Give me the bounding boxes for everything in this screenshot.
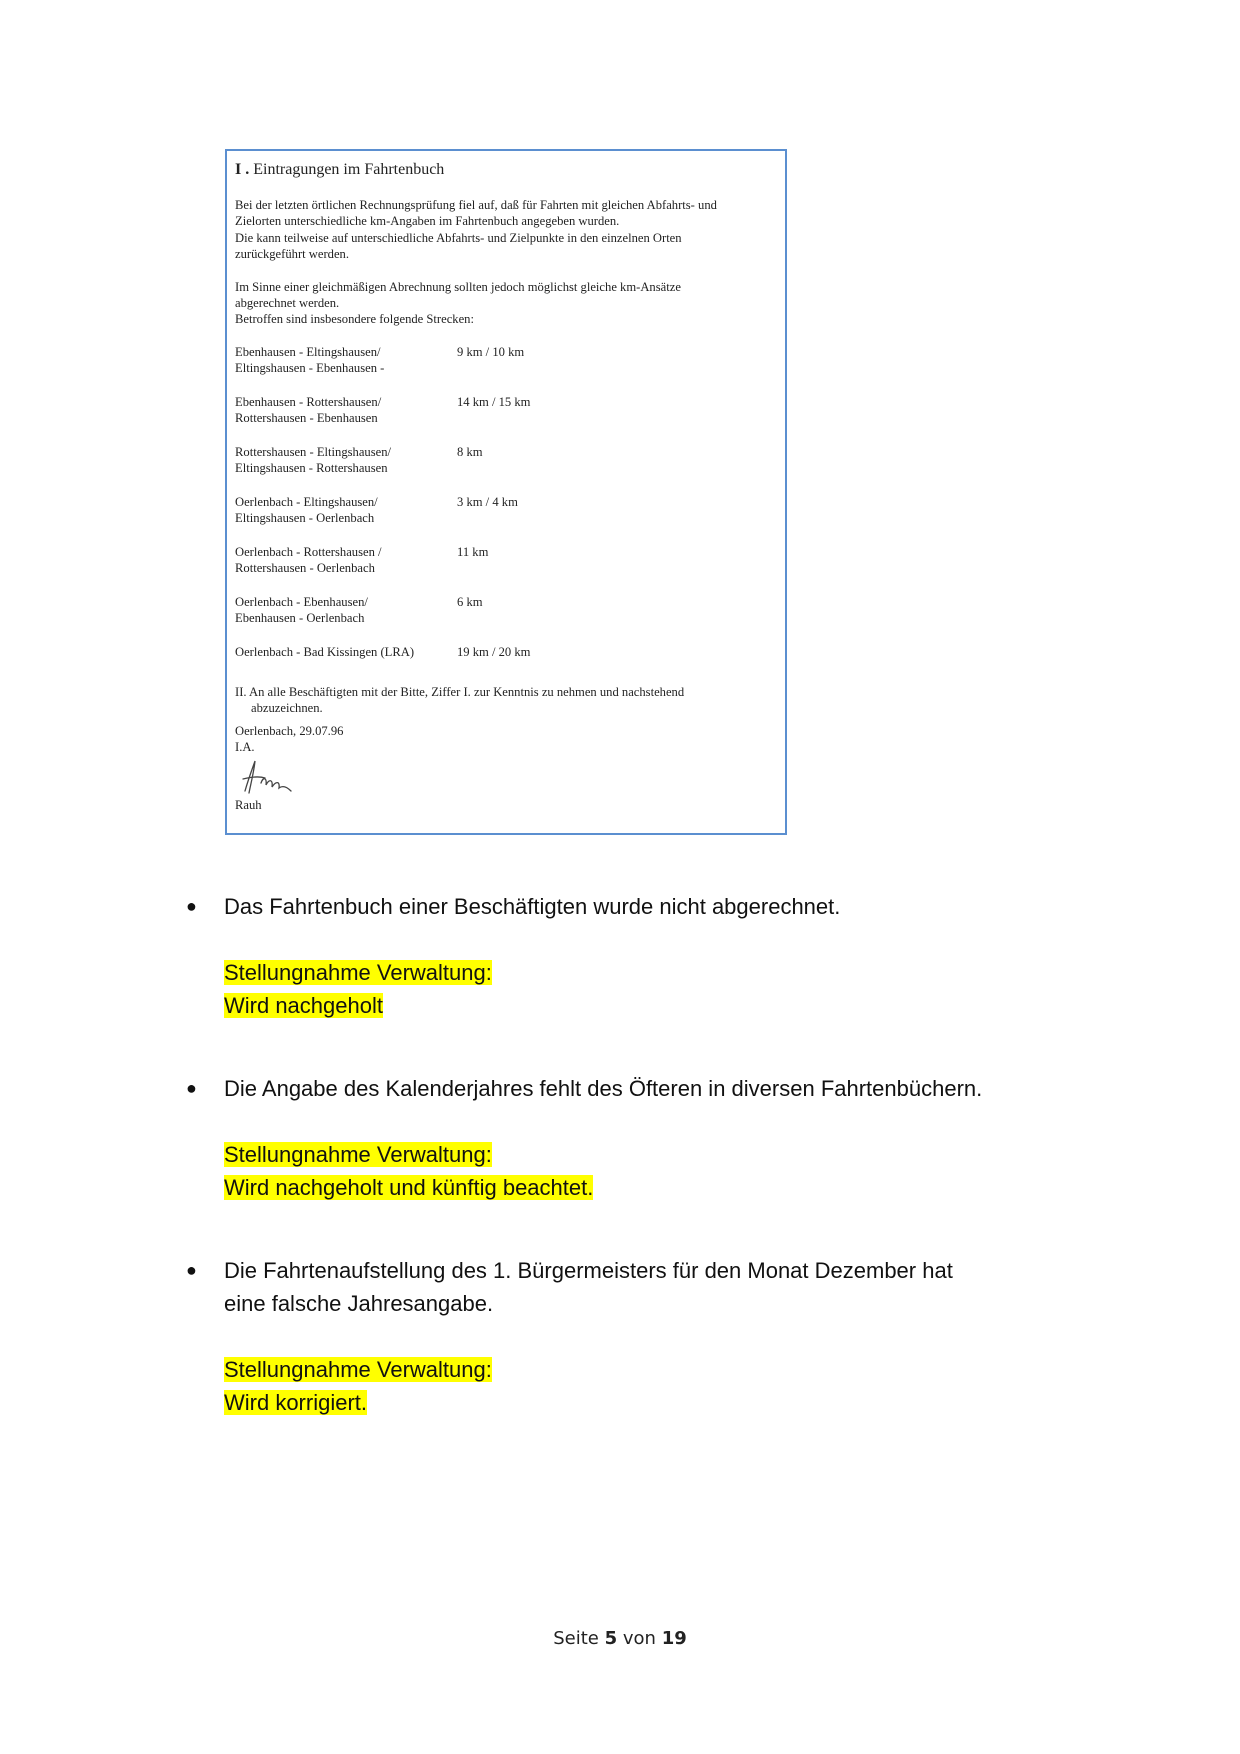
response-block: [224, 1138, 1140, 1204]
route-entry: [235, 644, 779, 662]
memo-line: Betroffen sind insbesondere folgende Strecken:: [235, 312, 474, 327]
memo-heading: [235, 161, 779, 179]
list-item: [180, 890, 1140, 1022]
current-page-number: 5: [604, 1628, 618, 1649]
route-line: Eltingshausen - Ebenhausen -: [235, 361, 385, 376]
route-line: Eltingshausen - Rottershausen: [235, 461, 388, 476]
scanned-memo: [225, 149, 787, 835]
memo-ia: I.A.: [235, 740, 255, 755]
memo-line: II. An alle Beschäftigten mit der Bitte, Ziffer I. zur Kenntnis zu nehmen und nachstehend: [235, 684, 685, 699]
list-item: [180, 1254, 1140, 1419]
memo-section-2: [235, 684, 779, 717]
response-block: [224, 956, 1140, 1022]
response-label: Stellungnahme Verwaltung:: [224, 1357, 492, 1382]
list-item: [180, 1072, 1140, 1204]
route-entry: [235, 344, 779, 378]
memo-heading-text: Eintragungen im Fahrtenbuch: [253, 161, 445, 178]
memo-paragraph-1: [235, 197, 779, 263]
route-distance: 9 km / 10 km: [457, 344, 525, 359]
route-distance: 11 km: [457, 544, 489, 559]
route-line: Rottershausen - Eltingshausen/: [235, 444, 391, 459]
route-entry: [235, 444, 779, 478]
memo-line: zurückgeführt werden.: [235, 247, 349, 262]
route-line: Oerlenbach - Ebenhausen/: [235, 594, 368, 609]
memo-line: Bei der letzten örtlichen Rechnungsprüfung fiel auf, daß für Fahrten mit gleichen Abfahrts- und: [235, 198, 717, 212]
response-text: Wird nachgeholt und künftig beachtet.: [224, 1175, 594, 1200]
memo-line: abzuzeichnen.: [251, 701, 323, 716]
bullet-icon: ●: [186, 1078, 197, 1098]
route-entry: [235, 544, 779, 578]
response-block: [224, 1353, 1140, 1419]
findings-list: [180, 890, 1140, 1419]
memo-line: Die kann teilweise auf unterschiedliche Abfahrts- und Zielpunkte in den einzelnen Orten: [235, 230, 682, 245]
scanned-memo-content: [235, 161, 779, 814]
finding-text: eine falsche Jahresangabe.: [224, 1291, 494, 1316]
response-label: Stellungnahme Verwaltung:: [224, 960, 492, 985]
route-line: Oerlenbach - Bad Kissingen (LRA): [235, 644, 415, 659]
route-distance: 19 km / 20 km: [457, 644, 531, 659]
finding-text: Die Angabe des Kalenderjahres fehlt des Öfteren in diversen Fahrtenbüchern.: [224, 1076, 983, 1101]
page-separator: von: [622, 1628, 656, 1649]
page-label: Seite: [553, 1628, 599, 1649]
memo-place-date: Oerlenbach, 29.07.96: [235, 723, 344, 738]
response-label: Stellungnahme Verwaltung:: [224, 1142, 492, 1167]
route-line: Rottershausen - Oerlenbach: [235, 561, 375, 576]
memo-line: Im Sinne einer gleichmäßigen Abrechnung sollten jedoch möglichst gleiche km-Ansätze: [235, 279, 681, 294]
route-line: Ebenhausen - Eltingshausen/: [235, 344, 381, 359]
finding-text: Die Fahrtenaufstellung des 1. Bürgermeisters für den Monat Dezember hat: [224, 1258, 953, 1283]
response-text: Wird nachgeholt: [224, 993, 383, 1018]
route-entry: [235, 594, 779, 628]
memo-line: Zielorten unterschiedliche km-Angaben im Fahrtenbuch angegeben wurden.: [235, 214, 620, 229]
signature-drawing: [239, 757, 309, 797]
route-line: Rottershausen - Ebenhausen: [235, 411, 378, 426]
route-entry: [235, 394, 779, 428]
page-footer: [0, 1628, 1240, 1649]
route-line: Oerlenbach - Eltingshausen/: [235, 494, 378, 509]
handwritten-signature: [239, 757, 309, 797]
finding-text: Das Fahrtenbuch einer Beschäftigten wurde nicht abgerechnet.: [224, 894, 841, 919]
memo-paragraph-2: [235, 279, 779, 328]
memo-heading-number: I .: [235, 161, 250, 178]
route-line: Ebenhausen - Oerlenbach: [235, 611, 365, 626]
total-page-count: 19: [661, 1628, 687, 1649]
route-distance: 6 km: [457, 594, 483, 609]
response-text: Wird korrigiert.: [224, 1390, 368, 1415]
route-line: Ebenhausen - Rottershausen/: [235, 394, 382, 409]
route-distance: 14 km / 15 km: [457, 394, 531, 409]
route-entry: [235, 494, 779, 528]
bullet-icon: ●: [186, 1260, 197, 1280]
route-distance: 3 km / 4 km: [457, 494, 518, 509]
bullet-icon: ●: [186, 896, 197, 916]
route-line: Eltingshausen - Oerlenbach: [235, 511, 375, 526]
route-line: Oerlenbach - Rottershausen /: [235, 544, 382, 559]
memo-signer: Rauh: [235, 798, 262, 813]
route-distance: 8 km: [457, 444, 483, 459]
memo-line: abgerechnet werden.: [235, 296, 340, 311]
